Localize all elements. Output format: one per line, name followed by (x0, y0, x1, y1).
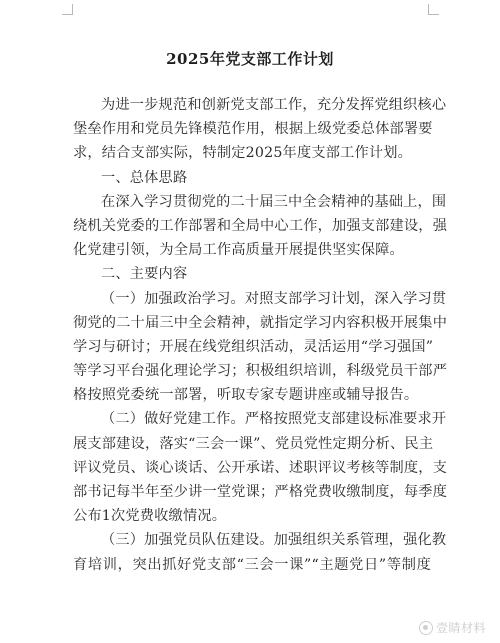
paragraph-line: （二）做好党建工作。严格按照党支部建设标准要求开 (101, 411, 447, 428)
paragraph-line: 等学习平台强化理论学习；积极组织培训，科级党员干部严 (73, 363, 448, 380)
paragraph-line: 求，结合支部实际，特制定2025年度支部工作计划。 (73, 145, 413, 162)
paragraph-line: 格按照党委统一部署，听取专家专题讲座或辅导报告。 (73, 387, 419, 404)
section-heading: 一、总体思路 (101, 169, 188, 186)
paragraph-line: 为进一步规范和创新党支部工作，充分发挥党组织核心 (101, 97, 447, 113)
crop-mark-top-right (428, 4, 439, 15)
paragraph-line: 在深入学习贯彻党的二十届三中全会精神的基础上，围 (101, 193, 447, 210)
paragraph-line: 彻党的二十届三中全会精神，就指定学习内容积极开展集中 (73, 314, 448, 331)
paragraph-line: 部书记每半年至少讲一堂党课；严格党费收缴制度，每季度 (73, 484, 448, 500)
circle-logo-icon (419, 621, 433, 635)
paragraph-line: 育培训，突出抓好党支部“三会一课”“主题党日”等制度 (73, 556, 431, 573)
watermark (419, 619, 486, 636)
paragraph-line: 绕机关党委的工作部署和全局中心工作，加强支部建设，强 (73, 217, 448, 234)
crop-mark-top-left (62, 4, 73, 15)
paragraph-line: 展支部建设，落实“三会一课”、党员党性定期分析、民主 (73, 435, 434, 452)
document-title: 2025年党支部工作计划 (166, 50, 334, 68)
paragraph-line: （三）加强党员队伍建设。加强组织关系管理，强化教 (101, 532, 447, 549)
paragraph-line: 公布1次党费收缴情况。 (73, 508, 227, 525)
section-heading: 二、主要内容 (101, 266, 188, 283)
document-body (73, 93, 448, 577)
watermark-text: 壹睛材料 (435, 621, 486, 635)
paragraph-line: 评议党员、谈心谈话、公开承诺、述职评议考核等制度，支 (73, 459, 448, 476)
paragraph-line: 堡垒作用和党员先锋模范作用，根据上级党委总体部署要 (73, 121, 433, 138)
paragraph-line: （一）加强政治学习。对照支部学习计划，深入学习贯 (101, 290, 447, 307)
paragraph-line: 学习与研讨；开展在线党组织活动，灵活运用“学习强国” (73, 338, 434, 355)
paragraph-line: 化党建引领，为全局工作高质量开展提供坚实保障。 (73, 242, 404, 259)
